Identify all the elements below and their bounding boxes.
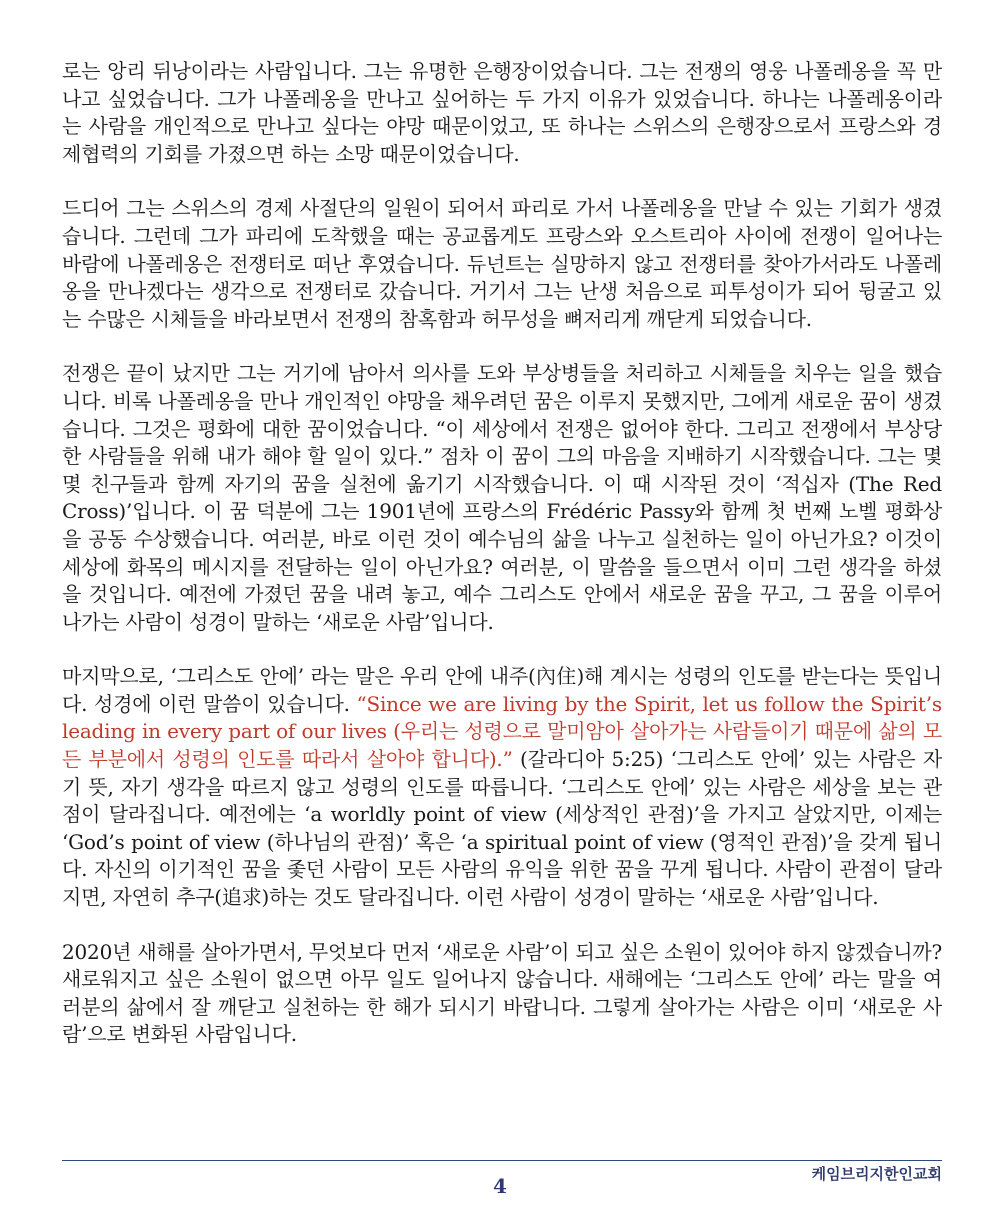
paragraph-4-rest: (갈라디아 5:25) ‘그리스도 안에’ 있는 사람은 자기 뜻, 자기 생각을 따르지 않고 성령의 인도를 따릅니다. ‘그리스도 안에’ 있는 사람은 세상을 보는 관점이 달라집니다. 예전에는 ‘a worldly point of view (세상적인 관점)’을 가지고 살았지만, 이제는 ‘God’s point of view (하나님의 관점)’ 혹은 ‘a spiritual point of view (영적인 관점)’을 갖게 됩니다. 자신의 이기적인 꿈을 좇던 사람이 모든 사람의 유익을 위한 꿈을 꾸게 됩니다. 사람이 관점이 달라지면, 자연히 추구(追求)하는 것도 달라집니다. 이런 사람이 성경이 말하는 ‘새로운 사람’입니다. <box>62 747 942 910</box>
page-body <box>62 58 942 1076</box>
paragraph-5: 2020년 새해를 살아가면서, 무엇보다 먼저 ‘새로운 사람’이 되고 싶은 소원이 있어야 하지 않겠습니까? 새로워지고 싶은 소원이 없으면 아무 일도 일어나지 않습니다. 새해에는 ‘그리스도 안에’ 라는 말을 여러분의 삶에서 잘 깨닫고 실천하는 한 해가 되시기 바랍니다. 그렇게 살아가는 사람은 이미 ‘새로운 사람’으로 변화된 사람입니다. <box>62 939 942 1047</box>
paragraph-3: 전쟁은 끝이 났지만 그는 거기에 남아서 의사를 도와 부상병들을 처리하고 시체들을 치우는 일을 했습니다. 비록 나폴레옹을 만나 개인적인 야망을 채우려던 꿈은 이루지 못했지만, 그에게 새로운 꿈이 생겼습니다. 그것은 평화에 대한 꿈이었습니다. “이 세상에서 전쟁은 없어야 한다. 그리고 전쟁에서 부상당한 사람들을 위해 내가 해야 할 일이 있다.” 점차 이 꿈이 그의 마음을 지배하기 시작했습니다. 그는 몇몇 친구들과 함께 자기의 꿈을 실천에 옮기기 시작했습니다. 이 때 시작된 것이 ‘적십자 (The Red Cross)’입니다. 이 꿈 덕분에 그는 1901년에 프랑스의 Frédéric Passy와 함께 첫 번째 노벨 평화상을 공동 수상했습니다. 여러분, 바로 이런 것이 예수님의 삶을 나누고 실천하는 일이 아닌가요? 이것이 세상에 화목의 메시지를 전달하는 일이 아닌가요? 여러분, 이 말씀을 들으면서 이미 그런 생각을 하셨을 것입니다. 예전에 가졌던 꿈을 내려 놓고, 예수 그리스도 안에서 새로운 꿈을 꾸고, 그 꿈을 이루어 나가는 사람이 성경이 말하는 ‘새로운 사람’입니다. <box>62 361 942 634</box>
footer-divider <box>62 1160 942 1161</box>
paragraph-2: 드디어 그는 스위스의 경제 사절단의 일원이 되어서 파리로 가서 나폴레옹을 만날 수 있는 기회가 생겼습니다. 그런데 그가 파리에 도착했을 때는 공교롭게도 프랑스와 오스트리아 사이에 전쟁이 일어나는 바람에 나폴레옹은 전쟁터로 떠난 후였습니다. 듀넌트는 실망하지 않고 전쟁터를 찾아가서라도 나폴레옹을 만나겠다는 생각으로 전쟁터로 갔습니다. 거기서 그는 난생 처음으로 피투성이가 되어 뒹굴고 있는 수많은 시체들을 바라보면서 전쟁의 참혹함과 허무성을 뼈저리게 깨닫게 되었습니다. <box>62 196 942 331</box>
scripture-quote: “Since we are living by the Spirit, let us follow the Spirit’s leading in every part of our lives (우리는 성령으로 말미암아 살아가는 사람들이기 때문에 삶의 모든 부분에서 성령의 인도를 따라서 살아야 합니다).” <box>62 691 942 772</box>
church-name: 케임브리지한인교회 <box>811 1165 942 1183</box>
paragraph-1: 로는 앙리 뒤낭이라는 사람입니다. 그는 유명한 은행장이었습니다. 그는 전쟁의 영웅 나폴레옹을 꼭 만나고 싶었습니다. 그가 나폴레옹을 만나고 싶어하는 두 가지 이유가 있었습니다. 하나는 나폴레옹이라는 사람을 개인적으로 만나고 싶다는 야망 때문이었고, 또 하나는 스위스의 은행장으로서 프랑스와 경제협력의 기회를 가졌으면 하는 소망 때문이었습니다. <box>62 59 942 166</box>
paragraph-4-intro: 마지막으로, ‘그리스도 안에’ 라는 말은 우리 안에 내주(內住)해 계시는 성령의 인도를 받는다는 뜻입니다. 성경에 이런 말씀이 있습니다. <box>62 664 942 716</box>
paragraph-4 <box>62 663 942 911</box>
page-number: 4 <box>493 1174 507 1198</box>
